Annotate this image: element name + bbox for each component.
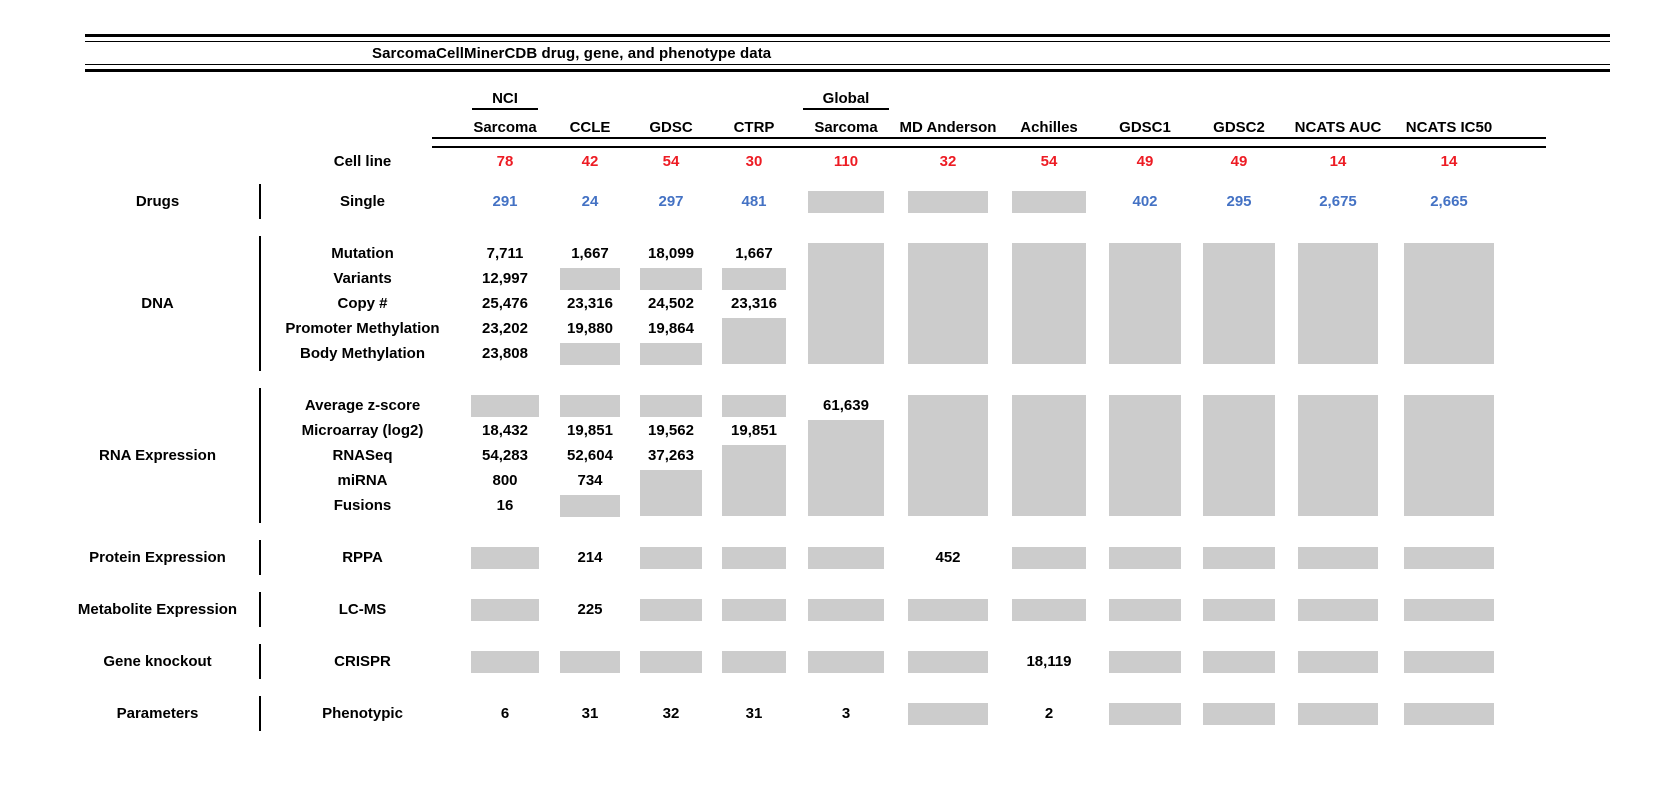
data-cell: 23,808 bbox=[482, 345, 528, 362]
data-cell: 2,675 bbox=[1319, 193, 1357, 210]
cell-line-value: 14 bbox=[1440, 152, 1458, 170]
data-cell: 18,119 bbox=[1026, 653, 1072, 670]
column-header: Achilles bbox=[1020, 119, 1078, 136]
data-cell: 19,562 bbox=[648, 422, 694, 439]
gray-span-cell bbox=[1404, 243, 1494, 364]
data-cell: 452 bbox=[935, 549, 961, 566]
gray-cell bbox=[1298, 703, 1377, 725]
row-label: Promoter Methylation bbox=[285, 320, 440, 337]
category-label: Gene knockout bbox=[103, 653, 212, 670]
gray-cell bbox=[1012, 191, 1086, 213]
data-cell: 225 bbox=[577, 601, 603, 618]
data-cell: 54,283 bbox=[482, 447, 528, 464]
row-label: Variants bbox=[333, 270, 392, 287]
cell-line-value: 32 bbox=[939, 152, 957, 170]
gray-cell bbox=[1404, 651, 1494, 673]
gray-span-cell bbox=[808, 420, 884, 516]
gray-span-cell bbox=[808, 243, 884, 364]
gray-span-cell bbox=[1012, 395, 1086, 516]
data-cell: 481 bbox=[741, 193, 767, 210]
data-cell: 23,316 bbox=[567, 295, 613, 312]
column-header: CCLE bbox=[569, 119, 611, 136]
data-cell: 19,851 bbox=[731, 422, 777, 439]
gray-cell bbox=[560, 268, 621, 290]
gray-span-cell bbox=[722, 318, 786, 364]
title-bottom-rule bbox=[85, 64, 1610, 72]
title-row bbox=[85, 42, 1610, 64]
gray-cell bbox=[640, 268, 702, 290]
row-label: CRISPR bbox=[334, 653, 391, 670]
row-label: Copy # bbox=[337, 295, 388, 312]
data-cell: 52,604 bbox=[567, 447, 613, 464]
row-label: Fusions bbox=[333, 497, 392, 514]
gray-cell bbox=[1203, 651, 1274, 673]
data-cell: 37,263 bbox=[648, 447, 694, 464]
column-header-top-label: Global bbox=[803, 90, 890, 110]
group-divider bbox=[259, 644, 261, 679]
gray-cell bbox=[471, 599, 539, 621]
group-divider bbox=[259, 388, 261, 523]
gray-cell bbox=[560, 395, 621, 417]
data-cell: 7,711 bbox=[486, 245, 524, 262]
gray-span-cell bbox=[1298, 395, 1377, 516]
cell-line-value: 54 bbox=[662, 152, 680, 170]
gray-cell bbox=[640, 547, 702, 569]
data-cell: 295 bbox=[1226, 193, 1252, 210]
data-cell: 3 bbox=[841, 705, 851, 722]
gray-span-cell bbox=[908, 243, 987, 364]
gray-cell bbox=[808, 547, 884, 569]
gray-cell bbox=[560, 651, 621, 673]
column-header-top bbox=[460, 86, 550, 112]
column-header: Sarcoma bbox=[473, 119, 537, 136]
gray-cell bbox=[722, 547, 786, 569]
gray-cell bbox=[722, 395, 786, 417]
data-cell: 800 bbox=[492, 472, 518, 489]
data-cell: 297 bbox=[658, 193, 684, 210]
data-cell: 24 bbox=[581, 193, 599, 210]
row-label: Microarray (log2) bbox=[301, 422, 424, 439]
title-block bbox=[85, 34, 1610, 72]
gray-cell bbox=[908, 191, 987, 213]
data-cell: 23,202 bbox=[482, 320, 528, 337]
data-cell: 19,880 bbox=[567, 320, 613, 337]
data-cell: 31 bbox=[581, 705, 599, 722]
cell-line-value: 54 bbox=[1040, 152, 1058, 170]
gray-span-cell bbox=[1298, 243, 1377, 364]
cell-line-value: 49 bbox=[1136, 152, 1154, 170]
data-cell: 18,099 bbox=[648, 245, 694, 262]
gray-cell bbox=[640, 343, 702, 365]
row-label: Single bbox=[339, 193, 385, 210]
row-label: Mutation bbox=[331, 245, 394, 262]
group-divider bbox=[259, 236, 261, 371]
category-label: RNA Expression bbox=[99, 447, 216, 464]
gray-span-cell bbox=[1404, 395, 1494, 516]
group-divider bbox=[259, 592, 261, 627]
gray-cell bbox=[471, 395, 539, 417]
title-top-rule bbox=[85, 34, 1610, 42]
data-cell: 32 bbox=[662, 705, 680, 722]
gray-span-cell bbox=[1109, 395, 1180, 516]
data-cell: 2,665 bbox=[1430, 193, 1468, 210]
column-header-top bbox=[796, 86, 896, 112]
gray-span-cell bbox=[640, 470, 702, 516]
figure-title: SarcomaCellMinerCDB drug, gene, and phenotype data bbox=[372, 44, 772, 62]
gray-cell bbox=[722, 651, 786, 673]
gray-cell bbox=[560, 343, 621, 365]
gray-cell bbox=[1298, 547, 1377, 569]
category-label: Parameters bbox=[116, 705, 199, 722]
gray-cell bbox=[808, 599, 884, 621]
column-header: NCATS IC50 bbox=[1405, 119, 1493, 136]
gray-cell bbox=[560, 495, 621, 517]
column-header: GDSC1 bbox=[1119, 119, 1171, 136]
gray-cell bbox=[722, 268, 786, 290]
data-cell: 214 bbox=[577, 549, 603, 566]
cell-line-value: 30 bbox=[745, 152, 763, 170]
column-header: MD Anderson bbox=[899, 119, 997, 136]
gray-cell bbox=[808, 651, 884, 673]
gray-cell bbox=[1404, 547, 1494, 569]
gray-cell bbox=[471, 651, 539, 673]
cell-line-value: 110 bbox=[833, 152, 859, 170]
data-cell: 1,667 bbox=[571, 245, 609, 262]
row-label: Phenotypic bbox=[322, 705, 403, 722]
gray-cell bbox=[908, 703, 987, 725]
data-cell: 734 bbox=[577, 472, 603, 489]
group-divider bbox=[259, 540, 261, 575]
row-label: RNASeq bbox=[332, 447, 393, 464]
gray-cell bbox=[722, 599, 786, 621]
table-grid bbox=[60, 86, 1508, 753]
column-header: NCATS AUC bbox=[1294, 119, 1382, 136]
data-cell: 16 bbox=[496, 497, 514, 514]
gray-cell bbox=[1203, 703, 1274, 725]
category-label: Drugs bbox=[135, 193, 180, 210]
column-header: GDSC bbox=[649, 119, 693, 136]
data-cell: 2 bbox=[1044, 705, 1054, 722]
column-header: CTRP bbox=[733, 119, 775, 136]
cell-line-value: 42 bbox=[581, 152, 599, 170]
gray-cell bbox=[908, 651, 987, 673]
gray-cell bbox=[1203, 547, 1274, 569]
data-cell: 31 bbox=[745, 705, 763, 722]
gray-cell bbox=[1012, 599, 1086, 621]
gray-cell bbox=[1109, 547, 1180, 569]
column-header-top-label: NCI bbox=[472, 90, 538, 110]
category-label: Protein Expression bbox=[89, 549, 226, 566]
row-label: miRNA bbox=[337, 472, 388, 489]
data-cell: 61,639 bbox=[823, 397, 869, 414]
gray-span-cell bbox=[908, 395, 987, 516]
gray-cell bbox=[1298, 599, 1377, 621]
gray-cell bbox=[908, 599, 987, 621]
gray-cell bbox=[1404, 599, 1494, 621]
gray-span-cell bbox=[722, 445, 786, 516]
column-header: Sarcoma bbox=[814, 119, 878, 136]
gray-cell bbox=[1109, 703, 1180, 725]
data-cell: 23,316 bbox=[731, 295, 777, 312]
group-divider bbox=[259, 184, 261, 219]
row-label: RPPA bbox=[342, 549, 383, 566]
cell-line-value: 14 bbox=[1329, 152, 1347, 170]
gray-cell bbox=[1203, 599, 1274, 621]
gray-span-cell bbox=[1109, 243, 1180, 364]
gray-span-cell bbox=[1203, 395, 1274, 516]
data-cell: 291 bbox=[492, 193, 518, 210]
data-cell: 1,667 bbox=[735, 245, 773, 262]
data-cell: 18,432 bbox=[482, 422, 528, 439]
gray-cell bbox=[808, 191, 884, 213]
row-label: LC-MS bbox=[338, 601, 387, 618]
cell-line-label: Cell line bbox=[333, 152, 392, 170]
category-label: Metabolite Expression bbox=[77, 601, 238, 618]
data-cell: 402 bbox=[1132, 193, 1158, 210]
gray-cell bbox=[640, 395, 702, 417]
row-label: Body Methylation bbox=[299, 345, 425, 362]
gray-cell bbox=[1298, 651, 1377, 673]
gray-cell bbox=[1109, 599, 1180, 621]
gray-cell bbox=[471, 547, 539, 569]
data-cell: 25,476 bbox=[482, 295, 528, 312]
gray-cell bbox=[1404, 703, 1494, 725]
gray-cell bbox=[640, 651, 702, 673]
cell-line-value: 78 bbox=[496, 152, 514, 170]
data-cell: 19,851 bbox=[567, 422, 613, 439]
gray-span-cell bbox=[1012, 243, 1086, 364]
data-cell: 6 bbox=[500, 705, 510, 722]
column-header: GDSC2 bbox=[1213, 119, 1265, 136]
group-divider bbox=[259, 696, 261, 731]
data-cell: 24,502 bbox=[648, 295, 694, 312]
gray-cell bbox=[640, 599, 702, 621]
data-cell: 19,864 bbox=[648, 320, 694, 337]
gray-cell bbox=[1109, 651, 1180, 673]
row-label: Average z-score bbox=[304, 397, 421, 414]
data-cell: 12,997 bbox=[482, 270, 528, 287]
gray-span-cell bbox=[1203, 243, 1274, 364]
category-label: DNA bbox=[141, 295, 174, 312]
cell-line-value: 49 bbox=[1230, 152, 1248, 170]
gray-cell bbox=[1012, 547, 1086, 569]
